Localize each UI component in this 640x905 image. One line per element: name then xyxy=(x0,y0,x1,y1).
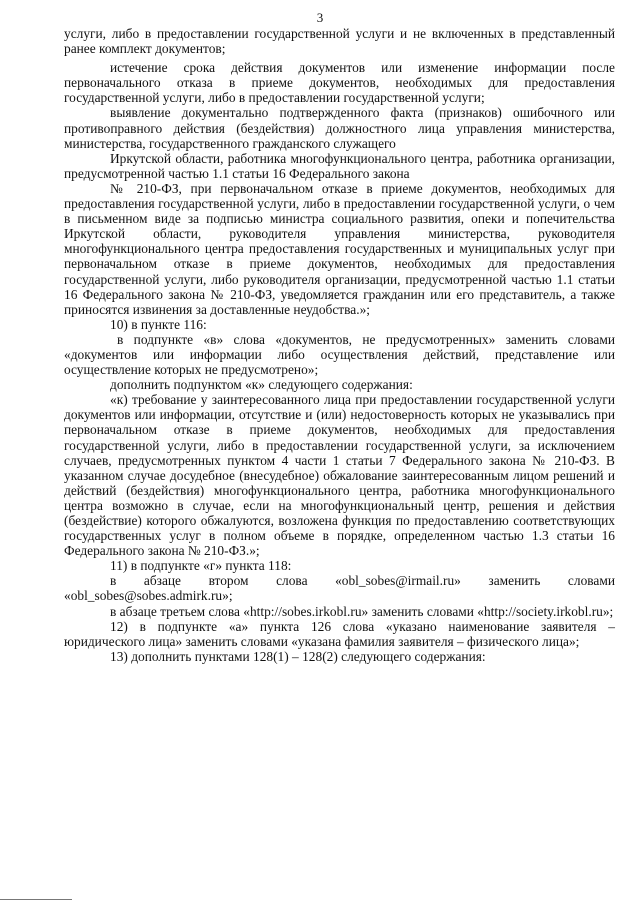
paragraph-13: 12) в подпункте «а» пункта 126 слова «указано наименование заявителя – юридического лица» заменить словами «указана фамилия заявителя – физического лица»; xyxy=(64,618,615,649)
paragraph-6: 10) в пункте 116: xyxy=(110,316,207,332)
page-number: 3 xyxy=(316,10,324,25)
paragraph-12: в абзаце третьем слова «http://sobes.irkobl.ru» заменить словами «http://society.irkobl.ru»; xyxy=(110,603,614,619)
paragraph-1: услуги, либо в предоставлении государственной услуги и не включенных в представленный ранее комплект документов; xyxy=(64,26,615,57)
paragraph-9: «к) требование у заинтересованного лица при предоставлении государственной услуги документов или информации, отсутствие и (или) недостоверность которых не указывались при первоначальном отказе в приеме документов, необходимых для предоставления государственной услуги, либо в предоставлении государственной услуги, за исключением случаев, предусмотренных пунктом 4 части 1 статьи 7 Федерального закона № 210-ФЗ. В указанном случае досудебное (внесудебное) обжалование заинтересованным лицом решений и действий (бездействия) многофункционального центра, работника многофункционального центра возможно в случае, если на многофункциональный центр, решения и действия (бездействие) которого обжалуются, возложена функция по предоставлению соответствующих государственных услуг в полном объеме в порядке, определенном частью 1.3 статьи 16 Федерального закона № 210-ФЗ.»; xyxy=(64,392,615,559)
paragraph-7: в подпункте «в» слова «документов, не предусмотренных» заменить словами «документов или информации либо осуществления действий, представление или осуществление которых не предусмотрено»; xyxy=(64,331,615,378)
paragraph-4: Иркутской области, работника многофункционального центра, работника организации, предусмотренной частью 1.1 статьи 16 Федерального закона xyxy=(64,150,615,181)
paragraph-14: 13) дополнить пунктами 128(1) – 128(2) следующего содержания: xyxy=(110,648,486,664)
footnote-separator xyxy=(0,899,72,900)
paragraph-2: истечение срока действия документов или изменение информации после первоначального отказа в приеме документов, необходимых для предоставления государственной услуги, либо в предоставлении государственной услуги; xyxy=(64,60,615,106)
paragraph-11: в абзаце втором слова «obl_sobes@irmail.ru» заменить словами «obl_sobes@sobes.admirk.ru»; xyxy=(64,573,615,604)
document-body xyxy=(64,26,615,664)
paragraph-3: выявление документально подтвержденного факта (признаков) ошибочного или противоправного действия (бездействия) должностного лица управления министерства, министерства, государственного гражданского служащего xyxy=(64,105,615,151)
paragraph-10: 11) в подпункте «г» пункта 118: xyxy=(110,558,292,574)
paragraph-8: дополнить подпунктом «к» следующего содержания: xyxy=(110,377,413,393)
paragraph-5: № 210-ФЗ, при первоначальном отказе в приеме документов, необходимых для предоставления государственной услуги, либо в предоставлении государственной услуги, о чем в письменном виде за подписью министра социального развития, опеки и попечительства Иркутской области, руководителя управления министерства, руководителя многофункционального центра предоставления государственных и муниципальных услуг при первоначальном отказе в приеме документов, необходимых для предоставления государственной услуги, либо руководителя организации, предусмотренной частью 1.1 статьи 16 Федерального закона № 210-ФЗ, уведомляется гражданин или его представитель, а также приносятся извинения за доставленные неудобства.»; xyxy=(64,180,615,317)
